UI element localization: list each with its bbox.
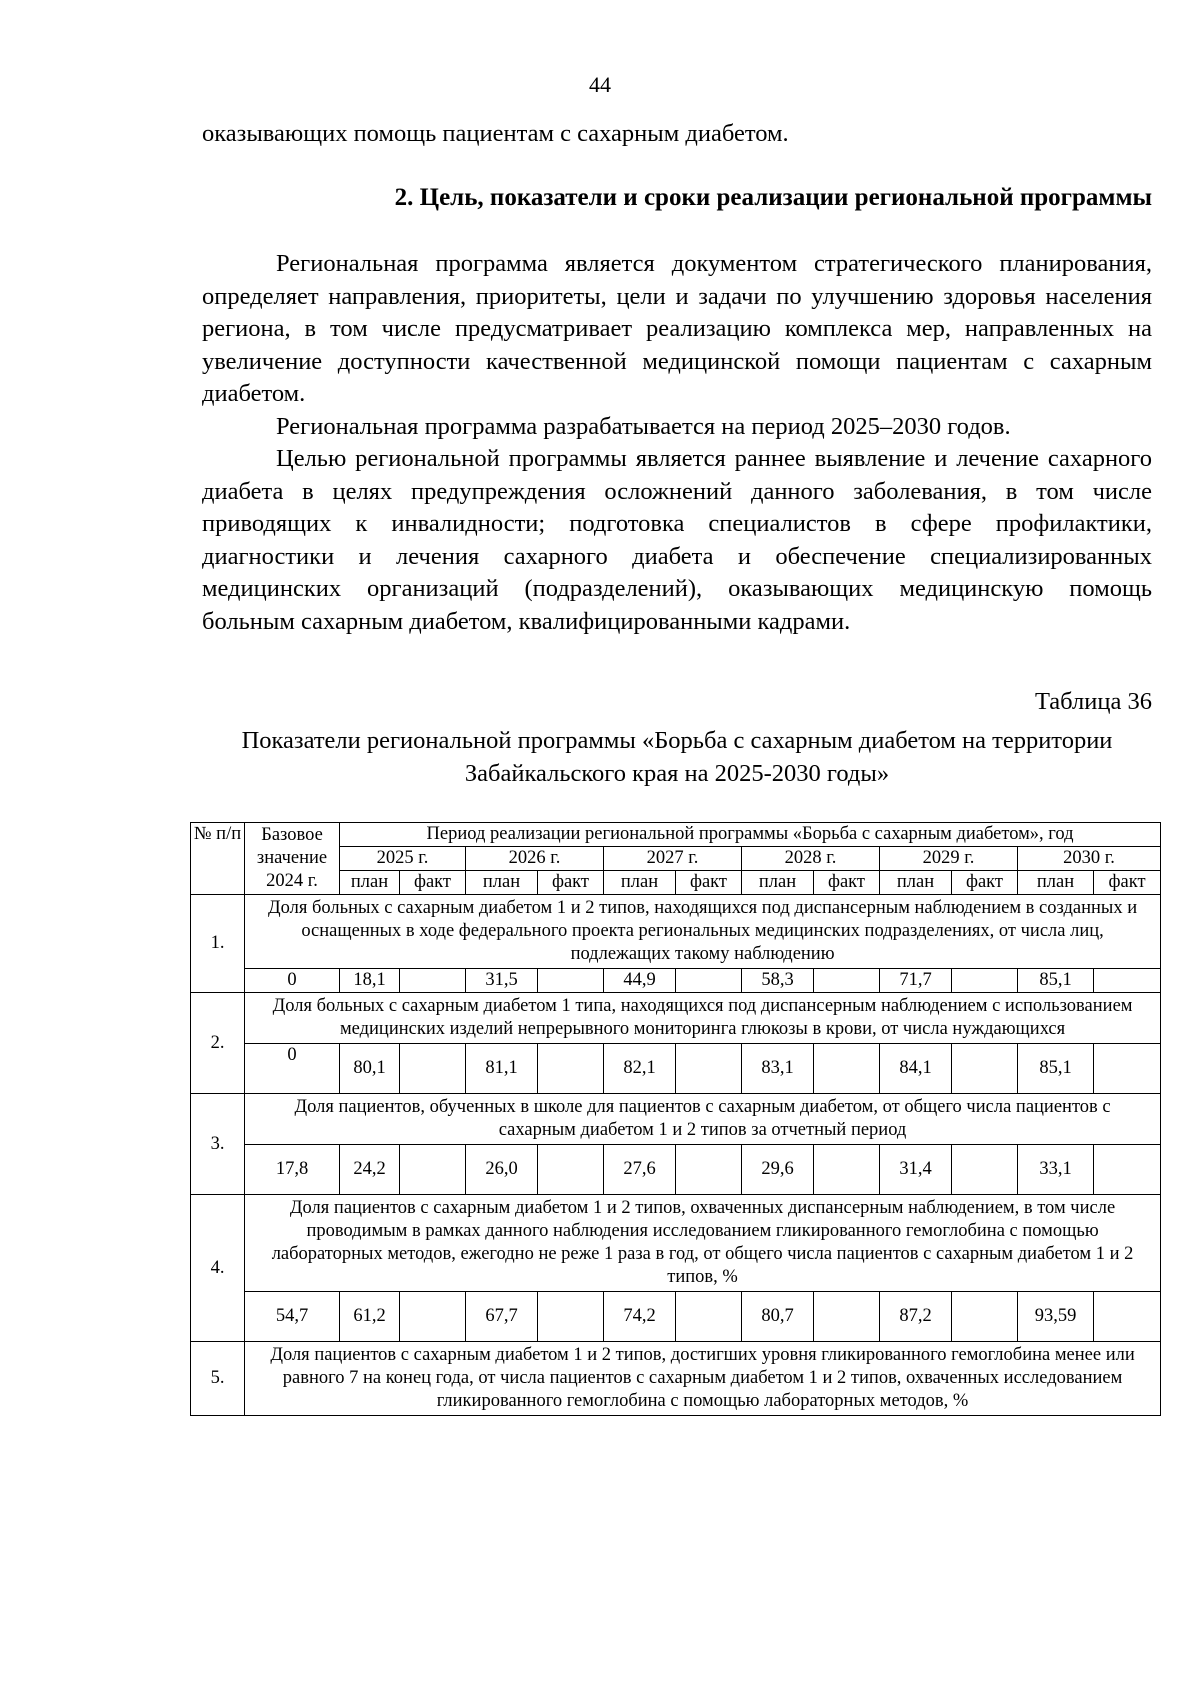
plan-value: 80,7 — [742, 1292, 814, 1342]
header-plan: план — [742, 871, 814, 895]
fact-value — [538, 1145, 604, 1195]
plan-value: 74,2 — [604, 1292, 676, 1342]
indicators-table — [190, 822, 1161, 1416]
fact-value — [400, 1292, 466, 1342]
indicator-description: Доля пациентов с сахарным диабетом 1 и 2 типов, охваченных диспансерным наблюдением, в том числе проводимым в рамках данного наблюдения исследованием гликированного гемоглобина с помощью лабораторных методов, ежегодно не реже 1 раза в год, от общего числа пациентов с сахарным диабетом 1 и 2 типов, % — [245, 1195, 1161, 1292]
fact-value — [952, 969, 1018, 993]
plan-value: 71,7 — [880, 969, 952, 993]
plan-value: 93,59 — [1018, 1292, 1094, 1342]
plan-value: 82,1 — [604, 1044, 676, 1094]
header-fact: факт — [676, 871, 742, 895]
lead-line: оказывающих помощь пациентам с сахарным диабетом. — [202, 120, 789, 147]
section-heading: 2. Цель, показатели и сроки реализации региональной программы — [394, 184, 1152, 211]
fact-value — [1094, 1145, 1161, 1195]
header-year: 2028 г. — [742, 847, 880, 871]
fact-value — [676, 1044, 742, 1094]
indicator-row — [191, 1094, 1161, 1145]
base-value: 0 — [245, 1044, 340, 1094]
fact-value — [952, 1145, 1018, 1195]
plan-value: 44,9 — [604, 969, 676, 993]
plan-value: 27,6 — [604, 1145, 676, 1195]
fact-value — [676, 969, 742, 993]
fact-value — [538, 1044, 604, 1094]
header-year: 2030 г. — [1018, 847, 1161, 871]
row-number: 2. — [191, 993, 245, 1094]
header-year: 2027 г. — [604, 847, 742, 871]
header-plan: план — [604, 871, 676, 895]
row-number: 3. — [191, 1094, 245, 1195]
plan-value: 33,1 — [1018, 1145, 1094, 1195]
header-period: Период реализации региональной программы «Борьба с сахарным диабетом», год — [340, 823, 1161, 847]
header-num: № п/п — [191, 823, 245, 895]
plan-value: 31,4 — [880, 1145, 952, 1195]
fact-value — [676, 1145, 742, 1195]
fact-value — [1094, 969, 1161, 993]
header-year: 2025 г. — [340, 847, 466, 871]
header-fact: факт — [814, 871, 880, 895]
lead-text — [202, 118, 1152, 151]
table-title: Показатели региональной программы «Борьба с сахарным диабетом на территории Забайкальского края на 2025-2030 годы» — [241, 727, 1113, 787]
fact-value — [400, 1145, 466, 1195]
header-fact: факт — [400, 871, 466, 895]
fact-value — [814, 969, 880, 993]
plan-value: 61,2 — [340, 1292, 400, 1342]
row-number: 1. — [191, 895, 245, 993]
header-year: 2029 г. — [880, 847, 1018, 871]
row-number: 5. — [191, 1342, 245, 1416]
indicator-values-row — [191, 1145, 1161, 1195]
plan-value: 81,1 — [466, 1044, 538, 1094]
header-base: Базовое значение 2024 г. — [245, 823, 340, 895]
indicator-row — [191, 1195, 1161, 1292]
plan-value: 83,1 — [742, 1044, 814, 1094]
indicator-values-row — [191, 1044, 1161, 1094]
row-number: 4. — [191, 1195, 245, 1342]
indicator-row — [191, 993, 1161, 1044]
plan-value: 29,6 — [742, 1145, 814, 1195]
body-text — [202, 248, 1152, 638]
fact-value — [814, 1292, 880, 1342]
fact-value — [538, 969, 604, 993]
fact-value — [814, 1145, 880, 1195]
fact-value — [1094, 1044, 1161, 1094]
indicator-description: Доля пациентов с сахарным диабетом 1 и 2 типов, достигших уровня гликированного гемоглобина менее или равного 7 на конец года, от числа пациентов с сахарным диабетом 1 и 2 типов, охваченных исследованием гликированного гемоглобина с помощью лабораторных методов, % — [245, 1342, 1161, 1416]
fact-value — [400, 1044, 466, 1094]
header-year: 2026 г. — [466, 847, 604, 871]
plan-value: 24,2 — [340, 1145, 400, 1195]
plan-value: 85,1 — [1018, 969, 1094, 993]
fact-value — [952, 1044, 1018, 1094]
paragraph-3: Целью региональной программы является раннее выявление и лечение сахарного диабета в целях предупреждения осложнений данного заболевания, в том числе приводящих к инвалидности; подготовка специалистов в сфере профилактики, диагностики и лечения сахарного диабета и обеспечение специализированных медицинских организаций (подразделений), оказывающих медицинскую помощь больным сахарным диабетом, квалифицированными кадрами. — [202, 445, 1152, 635]
base-value: 54,7 — [245, 1292, 340, 1342]
plan-value: 18,1 — [340, 969, 400, 993]
header-fact: факт — [1094, 871, 1161, 895]
plan-value: 58,3 — [742, 969, 814, 993]
fact-value — [676, 1292, 742, 1342]
header-plan: план — [340, 871, 400, 895]
header-fact: факт — [952, 871, 1018, 895]
plan-value: 26,0 — [466, 1145, 538, 1195]
header-fact: факт — [538, 871, 604, 895]
base-value: 0 — [245, 969, 340, 993]
indicator-values-row — [191, 1292, 1161, 1342]
paragraph-1: Региональная программа является документом стратегического планирования, определяет направления, приоритеты, цели и задачи по улучшению здоровья населения региона, в том числе предусматривает реализацию комплекса мер, направленных на увеличение доступности качественной медицинской помощи пациентам с сахарным диабетом. — [202, 250, 1152, 407]
fact-value — [400, 969, 466, 993]
fact-value — [1094, 1292, 1161, 1342]
indicator-row — [191, 895, 1161, 969]
indicator-description: Доля больных с сахарным диабетом 1 типа, находящихся под диспансерным наблюдением с использованием медицинских изделий непрерывного мониторинга глюкозы в крови, от числа нуждающихся — [245, 993, 1161, 1044]
header-plan: план — [466, 871, 538, 895]
indicator-description: Доля пациентов, обученных в школе для пациентов с сахарным диабетом, от общего числа пациентов с сахарным диабетом 1 и 2 типов за отчетный период — [245, 1094, 1161, 1145]
paragraph-2: Региональная программа разрабатывается на период 2025–2030 годов. — [276, 412, 1011, 440]
plan-value: 31,5 — [466, 969, 538, 993]
plan-value: 84,1 — [880, 1044, 952, 1094]
header-plan: план — [1018, 871, 1094, 895]
plan-value: 87,2 — [880, 1292, 952, 1342]
table-label: Таблица 36 — [1034, 688, 1152, 715]
plan-value: 85,1 — [1018, 1044, 1094, 1094]
indicator-values-row — [191, 969, 1161, 993]
indicator-row — [191, 1342, 1161, 1416]
plan-value: 67,7 — [466, 1292, 538, 1342]
base-value: 17,8 — [245, 1145, 340, 1195]
fact-value — [538, 1292, 604, 1342]
plan-value: 80,1 — [340, 1044, 400, 1094]
page-number: 44 — [589, 72, 611, 97]
indicator-description: Доля больных с сахарным диабетом 1 и 2 типов, находящихся под диспансерным наблюдением в созданных и оснащенных в ходе федерального проекта региональных медицинских подразделениях, от числа лиц, подлежащих такому наблюдению — [245, 895, 1161, 969]
header-plan: план — [880, 871, 952, 895]
fact-value — [814, 1044, 880, 1094]
fact-value — [952, 1292, 1018, 1342]
